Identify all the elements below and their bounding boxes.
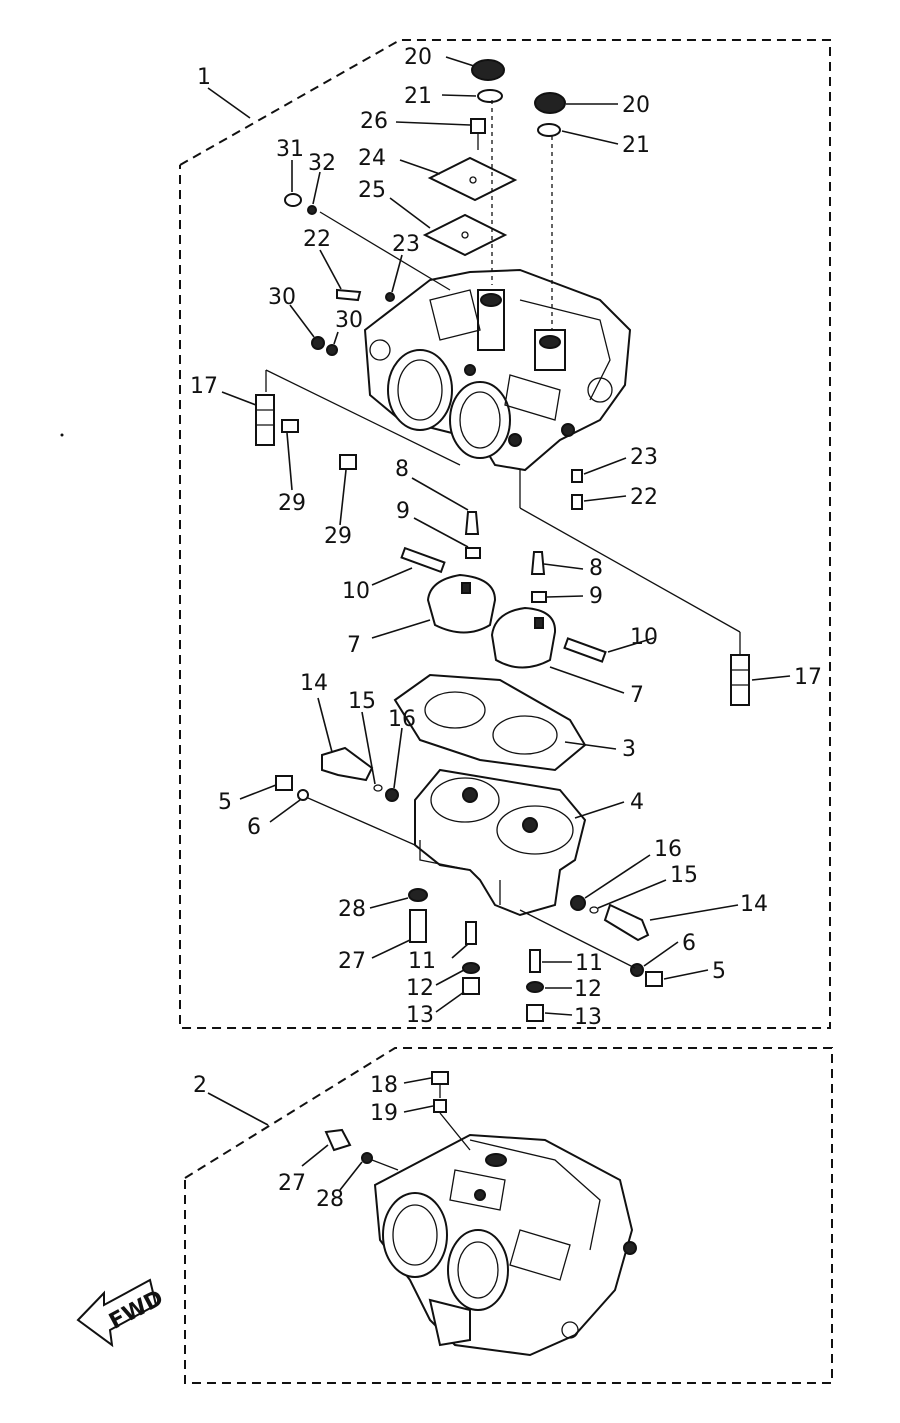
spring-19 bbox=[434, 1100, 446, 1112]
needle-clip-right bbox=[532, 592, 546, 602]
callout-9b: 9 bbox=[589, 584, 603, 609]
callout-5b: 5 bbox=[712, 959, 726, 984]
callout-13a: 13 bbox=[406, 1003, 434, 1028]
pilot-screw-14-right bbox=[605, 905, 648, 940]
screw-26 bbox=[471, 119, 485, 150]
washer-21-right bbox=[538, 124, 560, 136]
washer-28-upper bbox=[409, 889, 427, 901]
plug-5-left bbox=[276, 776, 292, 790]
callout-29a: 29 bbox=[278, 491, 306, 516]
callout-10a: 10 bbox=[342, 579, 370, 604]
callout-27a: 27 bbox=[338, 949, 366, 974]
needle-clip-left bbox=[466, 548, 480, 558]
callout-28b: 28 bbox=[316, 1187, 344, 1212]
callout-6b: 6 bbox=[682, 931, 696, 956]
callout-29b: 29 bbox=[324, 524, 352, 549]
callout-20a: 20 bbox=[404, 45, 432, 70]
callout-1: 1 bbox=[197, 65, 211, 90]
screw-22-lower bbox=[572, 495, 582, 509]
callout-30b: 30 bbox=[335, 308, 363, 333]
washer-6-right bbox=[631, 964, 643, 976]
screw-27-lower bbox=[326, 1130, 350, 1150]
spring-15-left bbox=[374, 785, 382, 791]
fitting-31 bbox=[285, 194, 301, 206]
plug-5-right bbox=[646, 972, 662, 986]
washer-12-left bbox=[463, 963, 479, 973]
callout-12a: 12 bbox=[406, 976, 434, 1001]
callout-2: 2 bbox=[193, 1073, 207, 1098]
callout-17a: 17 bbox=[190, 374, 218, 399]
jet-17-left bbox=[256, 395, 274, 445]
callout-15b: 15 bbox=[670, 863, 698, 888]
float-left bbox=[428, 575, 495, 633]
callout-25: 25 bbox=[358, 178, 386, 203]
stray-dot bbox=[61, 434, 64, 437]
gasket-25 bbox=[425, 215, 505, 255]
jet-17-right bbox=[731, 655, 749, 705]
callout-31: 31 bbox=[276, 137, 304, 162]
callout-13b: 13 bbox=[574, 1005, 602, 1030]
spring-23-lower bbox=[572, 470, 582, 482]
callout-11b: 11 bbox=[575, 951, 603, 976]
callout-6a: 6 bbox=[247, 815, 261, 840]
jet-11-left bbox=[466, 922, 476, 944]
callout-23b: 23 bbox=[630, 445, 658, 470]
plug-29-right bbox=[340, 455, 356, 469]
cap-20-left bbox=[472, 60, 504, 80]
fwd-label: FWD bbox=[105, 1285, 168, 1335]
jet-11-right bbox=[530, 950, 540, 972]
callout-3: 3 bbox=[622, 737, 636, 762]
carburetor-assembly-2 bbox=[375, 1135, 636, 1355]
callout-19: 19 bbox=[370, 1101, 398, 1126]
callout-17b: 17 bbox=[794, 665, 822, 690]
washer-12-right bbox=[527, 982, 543, 992]
callout-11a: 11 bbox=[408, 949, 436, 974]
callout-4: 4 bbox=[630, 790, 644, 815]
float-pin-left bbox=[402, 548, 445, 572]
callout-7b: 7 bbox=[630, 683, 644, 708]
callout-27b: 27 bbox=[278, 1171, 306, 1196]
callout-16a: 16 bbox=[388, 707, 416, 732]
callout-8a: 8 bbox=[395, 457, 409, 482]
callout-14b: 14 bbox=[740, 892, 768, 917]
callout-15a: 15 bbox=[348, 689, 376, 714]
callout-30a: 30 bbox=[268, 285, 296, 310]
callout-9a: 9 bbox=[396, 499, 410, 524]
callout-12b: 12 bbox=[574, 977, 602, 1002]
callout-26: 26 bbox=[360, 109, 388, 134]
screw-27-upper bbox=[410, 910, 426, 942]
washer-30-right bbox=[327, 345, 337, 355]
callout-22a: 22 bbox=[303, 227, 331, 252]
plug-13-left bbox=[463, 978, 479, 994]
plate-24 bbox=[430, 158, 515, 200]
callout-20b: 20 bbox=[622, 93, 650, 118]
callout-18: 18 bbox=[370, 1073, 398, 1098]
callout-5a: 5 bbox=[218, 790, 232, 815]
fwd-arrow-icon bbox=[78, 1280, 168, 1345]
callout-24: 24 bbox=[358, 146, 386, 171]
cap-20-right bbox=[535, 93, 565, 113]
spring-23-upper bbox=[386, 293, 394, 301]
callout-14a: 14 bbox=[300, 671, 328, 696]
washer-32 bbox=[308, 206, 316, 214]
washer-16-right bbox=[571, 896, 585, 910]
float-right bbox=[492, 608, 555, 668]
screw-18 bbox=[432, 1072, 448, 1098]
carburetor-upper-body bbox=[365, 270, 630, 470]
float-bowl-gasket bbox=[395, 675, 585, 770]
callout-23a: 23 bbox=[392, 232, 420, 257]
callout-16b: 16 bbox=[654, 837, 682, 862]
callout-7a: 7 bbox=[347, 633, 361, 658]
washer-30-left bbox=[312, 337, 324, 349]
pilot-screw-14-left bbox=[322, 748, 372, 780]
washer-28-lower bbox=[362, 1153, 372, 1163]
washer-6-left bbox=[298, 790, 308, 800]
float-bowl-body bbox=[415, 770, 585, 915]
screw-22-upper bbox=[337, 290, 360, 300]
callout-32: 32 bbox=[308, 151, 336, 176]
washer-21-left bbox=[478, 90, 502, 102]
callout-21a: 21 bbox=[404, 84, 432, 109]
callout-21b: 21 bbox=[622, 133, 650, 158]
washer-16-left bbox=[386, 789, 398, 801]
callout-22b: 22 bbox=[630, 485, 658, 510]
spring-15-right bbox=[590, 907, 598, 913]
plug-29-left bbox=[282, 420, 298, 432]
callout-10b: 10 bbox=[630, 625, 658, 650]
callout-8b: 8 bbox=[589, 556, 603, 581]
needle-valve-left bbox=[466, 512, 478, 534]
callout-28a: 28 bbox=[338, 897, 366, 922]
plug-13-right bbox=[527, 1005, 543, 1021]
float-pin-right bbox=[564, 638, 605, 661]
needle-valve-right bbox=[532, 552, 544, 574]
